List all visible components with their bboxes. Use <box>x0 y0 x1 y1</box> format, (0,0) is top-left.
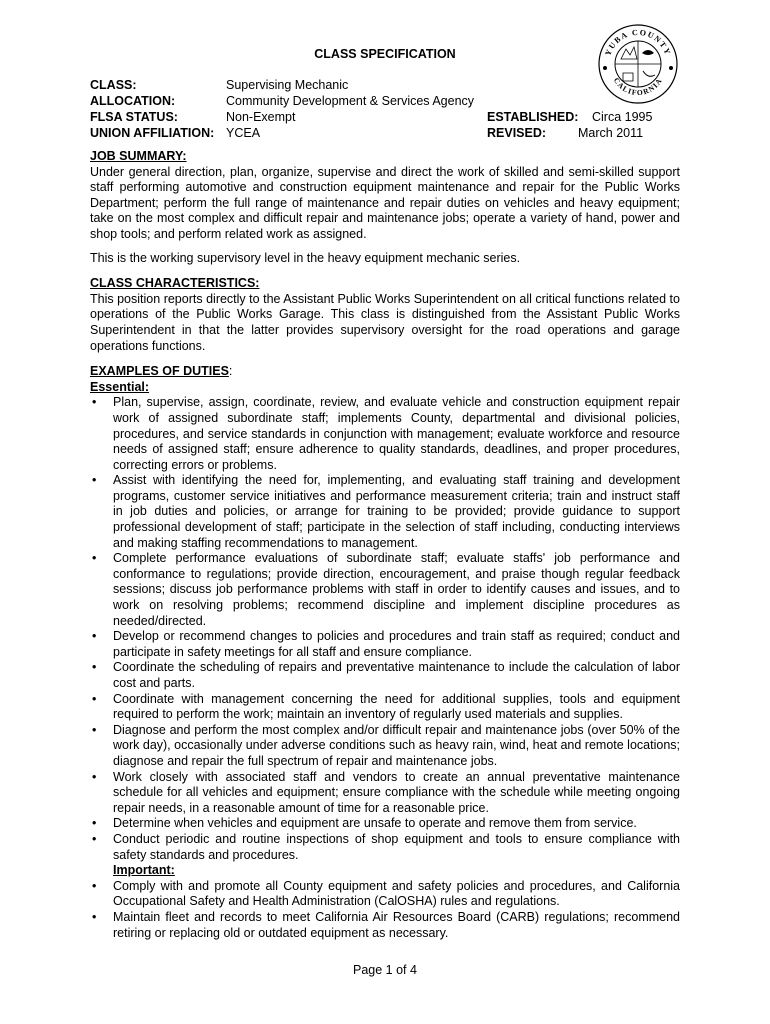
essential-label: Essential: <box>90 379 150 394</box>
document-body <box>90 149 680 941</box>
list-item: • Complete performance evaluations of subordinate staff; evaluate staffs' job performance and conformance to regulations; provide direction, encouragement, and praise though regular feedback sessions; discuss job performance problems with staff in order to identify causes and issues, and to work on resolving problems; recommend discipline and implement discipline procedures as needed/directed. <box>92 551 680 628</box>
list-item: • Determine when vehicles and equipment are unsafe to operate and remove them from service. <box>92 816 637 831</box>
revised-label: REVISED: <box>487 126 547 140</box>
union-value: YCEA <box>226 126 261 140</box>
class-value: Supervising Mechanic <box>226 78 349 92</box>
class-characteristics-heading: CLASS CHARACTERISTICS: <box>90 276 260 291</box>
established-value: Circa 1995 <box>592 110 653 124</box>
allocation-label: ALLOCATION: <box>90 94 176 108</box>
document-title: CLASS SPECIFICATION <box>314 47 456 61</box>
list-item: • Work closely with associated staff and vendors to create an annual preventative maintenance schedule for all vehicles and equipment; ensure compliance with the schedule while meeting ongoing repair needs, in a reasonable amount of time for a reasonable price. <box>92 769 680 815</box>
duties-heading-colon: : <box>228 364 233 379</box>
list-item: • Diagnose and perform the most complex and/or difficult repair and maintenance jobs (over 50% of the work day), occasionally under adverse conditions such as heavy rain, wind, heat and remote locations; diagnose and repair the full spectrum of repair and maintenance jobs. <box>92 722 680 768</box>
job-summary-text: Under general direction, plan, organize, supervise and direct the work of skilled and semi-skilled support staff performing automotive and construction equipment maintenance and repair for the Public Works Department; perform the full range of maintenance and repair duties on vehicles and heavy equipment; take on the most complex and difficult repair and maintenance jobs; operate a variety of hand, power and shop tools; and perform related work as assigned. <box>90 164 680 241</box>
seal-text-bottom: CALIFORNIA <box>611 76 665 98</box>
flsa-value: Non-Exempt <box>226 110 296 124</box>
list-item: • Coordinate the scheduling of repairs and preventative maintenance to include the calculation of labor cost and parts. <box>92 660 680 690</box>
page-number: Page 1 of 4 <box>353 963 417 977</box>
established-label: ESTABLISHED: <box>487 110 579 124</box>
list-item: • Maintain fleet and records to meet California Air Resources Board (CARB) regulations; recommend retiring or replacing old or outdated equipment as necessary. <box>92 909 680 940</box>
flsa-label: FLSA STATUS: <box>90 110 178 124</box>
job-summary-note: This is the working supervisory level in the heavy equipment mechanic series. <box>90 250 521 265</box>
list-item: • Comply with and promote all County equipment and safety policies and procedures, and California Occupational Safety and Health Administration (CalOSHA) rules and regulations. <box>92 878 680 909</box>
list-item: • Coordinate with management concerning the need for additional supplies, tools and equipment required to perform the work; maintain an inventory of regularly used materials and supplies. <box>92 691 680 722</box>
list-item: • Plan, supervise, assign, coordinate, review, and evaluate vehicle and construction equipment repair work of assigned subordinate staff; implements County, departmental and divisional policies, procedures, and service standards in conjunction with management; evaluate workforce and resource needs of assigned staff; ensure adherence to quality standards, deadlines, and proper procedures, correcting errors or problems. <box>92 395 680 472</box>
class-characteristics-text: This position reports directly to the Assistant Public Works Superintendent on all critical functions related to operations of the Public Works Garage. This class is distinguished from the Assistant Public Works Superintendent in that the latter provides supervisory oversight for the road operations and garage operations functions. <box>90 291 680 353</box>
important-duties-list <box>90 879 680 941</box>
important-label: Important: <box>113 863 175 878</box>
duties-heading-line <box>90 364 680 380</box>
revised-value: March 2011 <box>578 126 644 140</box>
job-summary-heading: JOB SUMMARY: <box>90 149 187 163</box>
county-seal-icon <box>597 23 679 105</box>
allocation-value: Community Development & Services Agency <box>226 94 475 108</box>
list-item: • Assist with identifying the need for, implementing, and evaluating staff training and development programs, customer service initiatives and performance measurement criteria; train and instruct staff in job duties and policies, or arrange for training to be provided; provide guidance to support professional development of staff; participate in the selection of staff including, conducting interviews and making staffing recommendations to management. <box>92 473 680 550</box>
duties-heading: EXAMPLES OF DUTIES <box>90 364 229 379</box>
list-item: • Conduct periodic and routine inspections of shop equipment and tools to ensure compliance with safety standards and procedures. <box>92 831 680 862</box>
union-label: UNION AFFILIATION: <box>90 126 215 140</box>
seal-text-top: YUBA COUNTY <box>603 27 673 58</box>
list-item: • Develop or recommend changes to policies and procedures and train staff as required; conduct and participate in safety meetings for all staff and ensure compliance. <box>92 629 680 659</box>
class-label: CLASS: <box>90 78 137 92</box>
essential-duties-list <box>90 395 680 863</box>
